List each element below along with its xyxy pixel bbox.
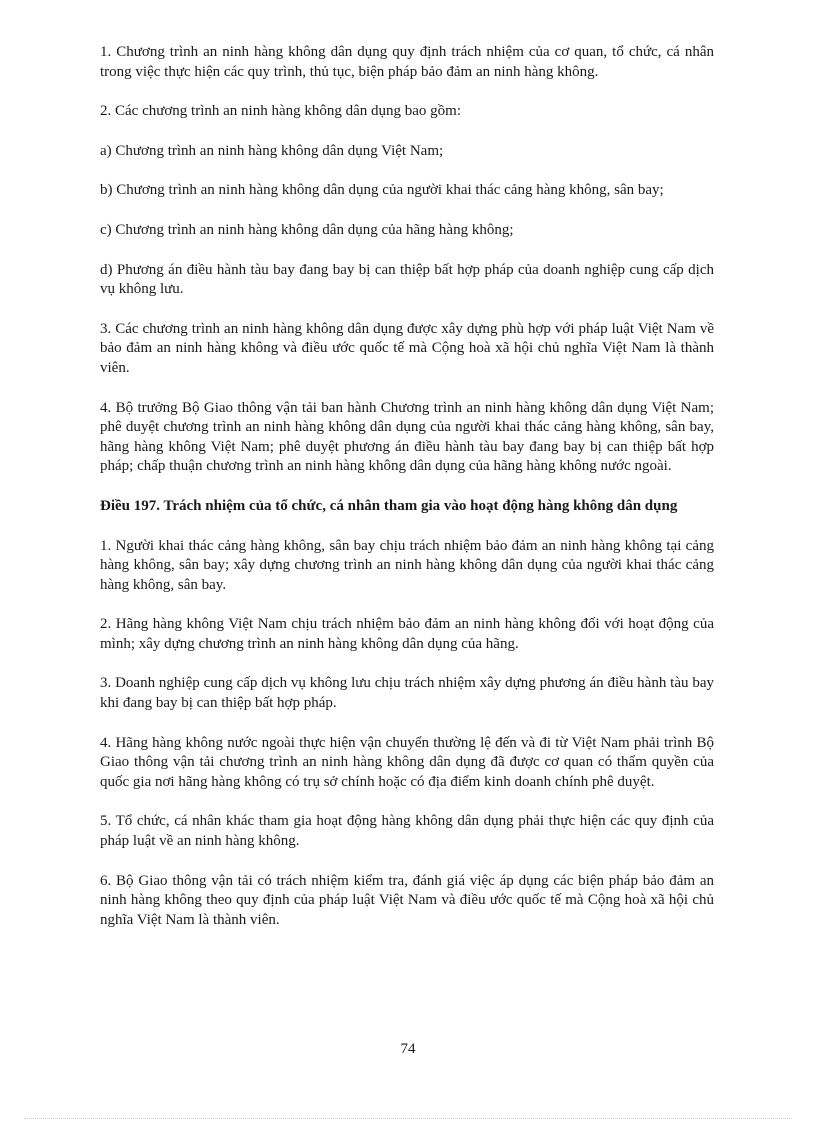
- paragraph-item-d: d) Phương án điều hành tàu bay đang bay bị can thiệp bất hợp pháp của doanh nghiệp cung cấp dịch vụ không lưu.: [100, 261, 714, 298]
- paragraph-clause-3: 3. Các chương trình an ninh hàng không dân dụng được xây dựng phù hợp với pháp luật Việt Nam về bảo đảm an ninh hàng không và điều ước quốc tế mà Cộng hoà xã hội chủ nghĩa Việt Nam là thành viên.: [100, 320, 714, 376]
- paragraph-article-clause-1: 1. Người khai thác cảng hàng không, sân bay chịu trách nhiệm bảo đảm an ninh hàng không tại cảng hàng không, sân bay; xây dựng chương trình an ninh hàng không dân dụng của người khai thác cảng hàng không, sân bay.: [100, 537, 714, 593]
- paragraph-article-clause-3: 3. Doanh nghiệp cung cấp dịch vụ không lưu chịu trách nhiệm xây dựng phương án điều hành tàu bay khi đang bay bị can thiệp bất hợp pháp.: [100, 675, 714, 712]
- page-bottom-divider: [24, 1118, 792, 1119]
- paragraph-item-a: a) Chương trình an ninh hàng không dân dụng Việt Nam;: [100, 142, 444, 159]
- paragraph-article-clause-6: 6. Bộ Giao thông vận tải có trách nhiệm kiểm tra, đánh giá việc áp dụng các biện pháp bảo đảm an ninh hàng không theo quy định của pháp luật Việt Nam và điều ước quốc tế mà Cộng hoà xã hội chủ nghĩa Việt Nam là thành viên.: [100, 872, 714, 928]
- paragraph-clause-4: 4. Bộ trưởng Bộ Giao thông vận tải ban hành Chương trình an ninh hàng không dân dụng Việt Nam; phê duyệt chương trình an ninh hàng không dân dụng của người khai thác cảng hàng không, sân bay, hãng hàng không Việt Nam; phê duyệt phương án điều hành tàu bay đang bay bị can thiệp bất hợp pháp; chấp thuận chương trình an ninh hàng không dân dụng của hãng hàng không nước ngoài.: [100, 399, 714, 475]
- document-body: [100, 43, 714, 950]
- paragraph-article-clause-4: 4. Hãng hàng không nước ngoài thực hiện vận chuyển thường lệ đến và đi từ Việt Nam phải trình Bộ Giao thông vận tải chương trình an ninh hàng không dân dụng đã được cơ quan có thẩm quyền của quốc gia nơi hãng hàng không có trụ sở chính hoặc có địa điểm kinh doanh chính phê duyệt.: [100, 734, 714, 790]
- article-heading: Điều 197. Trách nhiệm của tổ chức, cá nhân tham gia vào hoạt động hàng không dân dụng: [100, 497, 678, 514]
- paragraph-clause-1: 1. Chương trình an ninh hàng không dân dụng quy định trách nhiệm của cơ quan, tổ chức, cá nhân trong việc thực hiện các quy trình, thủ tục, biện pháp bảo đảm an ninh hàng không.: [100, 44, 714, 80]
- paragraph-item-b: b) Chương trình an ninh hàng không dân dụng của người khai thác cảng hàng không, sân bay;: [100, 182, 664, 199]
- paragraph-article-clause-2: 2. Hãng hàng không Việt Nam chịu trách nhiệm bảo đảm an ninh hàng không đối với hoạt động của mình; xây dựng chương trình an ninh hàng không dân dụng của hãng.: [100, 616, 714, 652]
- paragraph-clause-2: 2. Các chương trình an ninh hàng không dân dụng bao gồm:: [100, 103, 462, 120]
- paragraph-article-clause-5: 5. Tổ chức, cá nhân khác tham gia hoạt động hàng không dân dụng phải thực hiện các quy định của pháp luật về an ninh hàng không.: [100, 813, 714, 850]
- page-number: 74: [400, 1041, 416, 1057]
- paragraph-item-c: c) Chương trình an ninh hàng không dân dụng của hãng hàng không;: [100, 221, 514, 238]
